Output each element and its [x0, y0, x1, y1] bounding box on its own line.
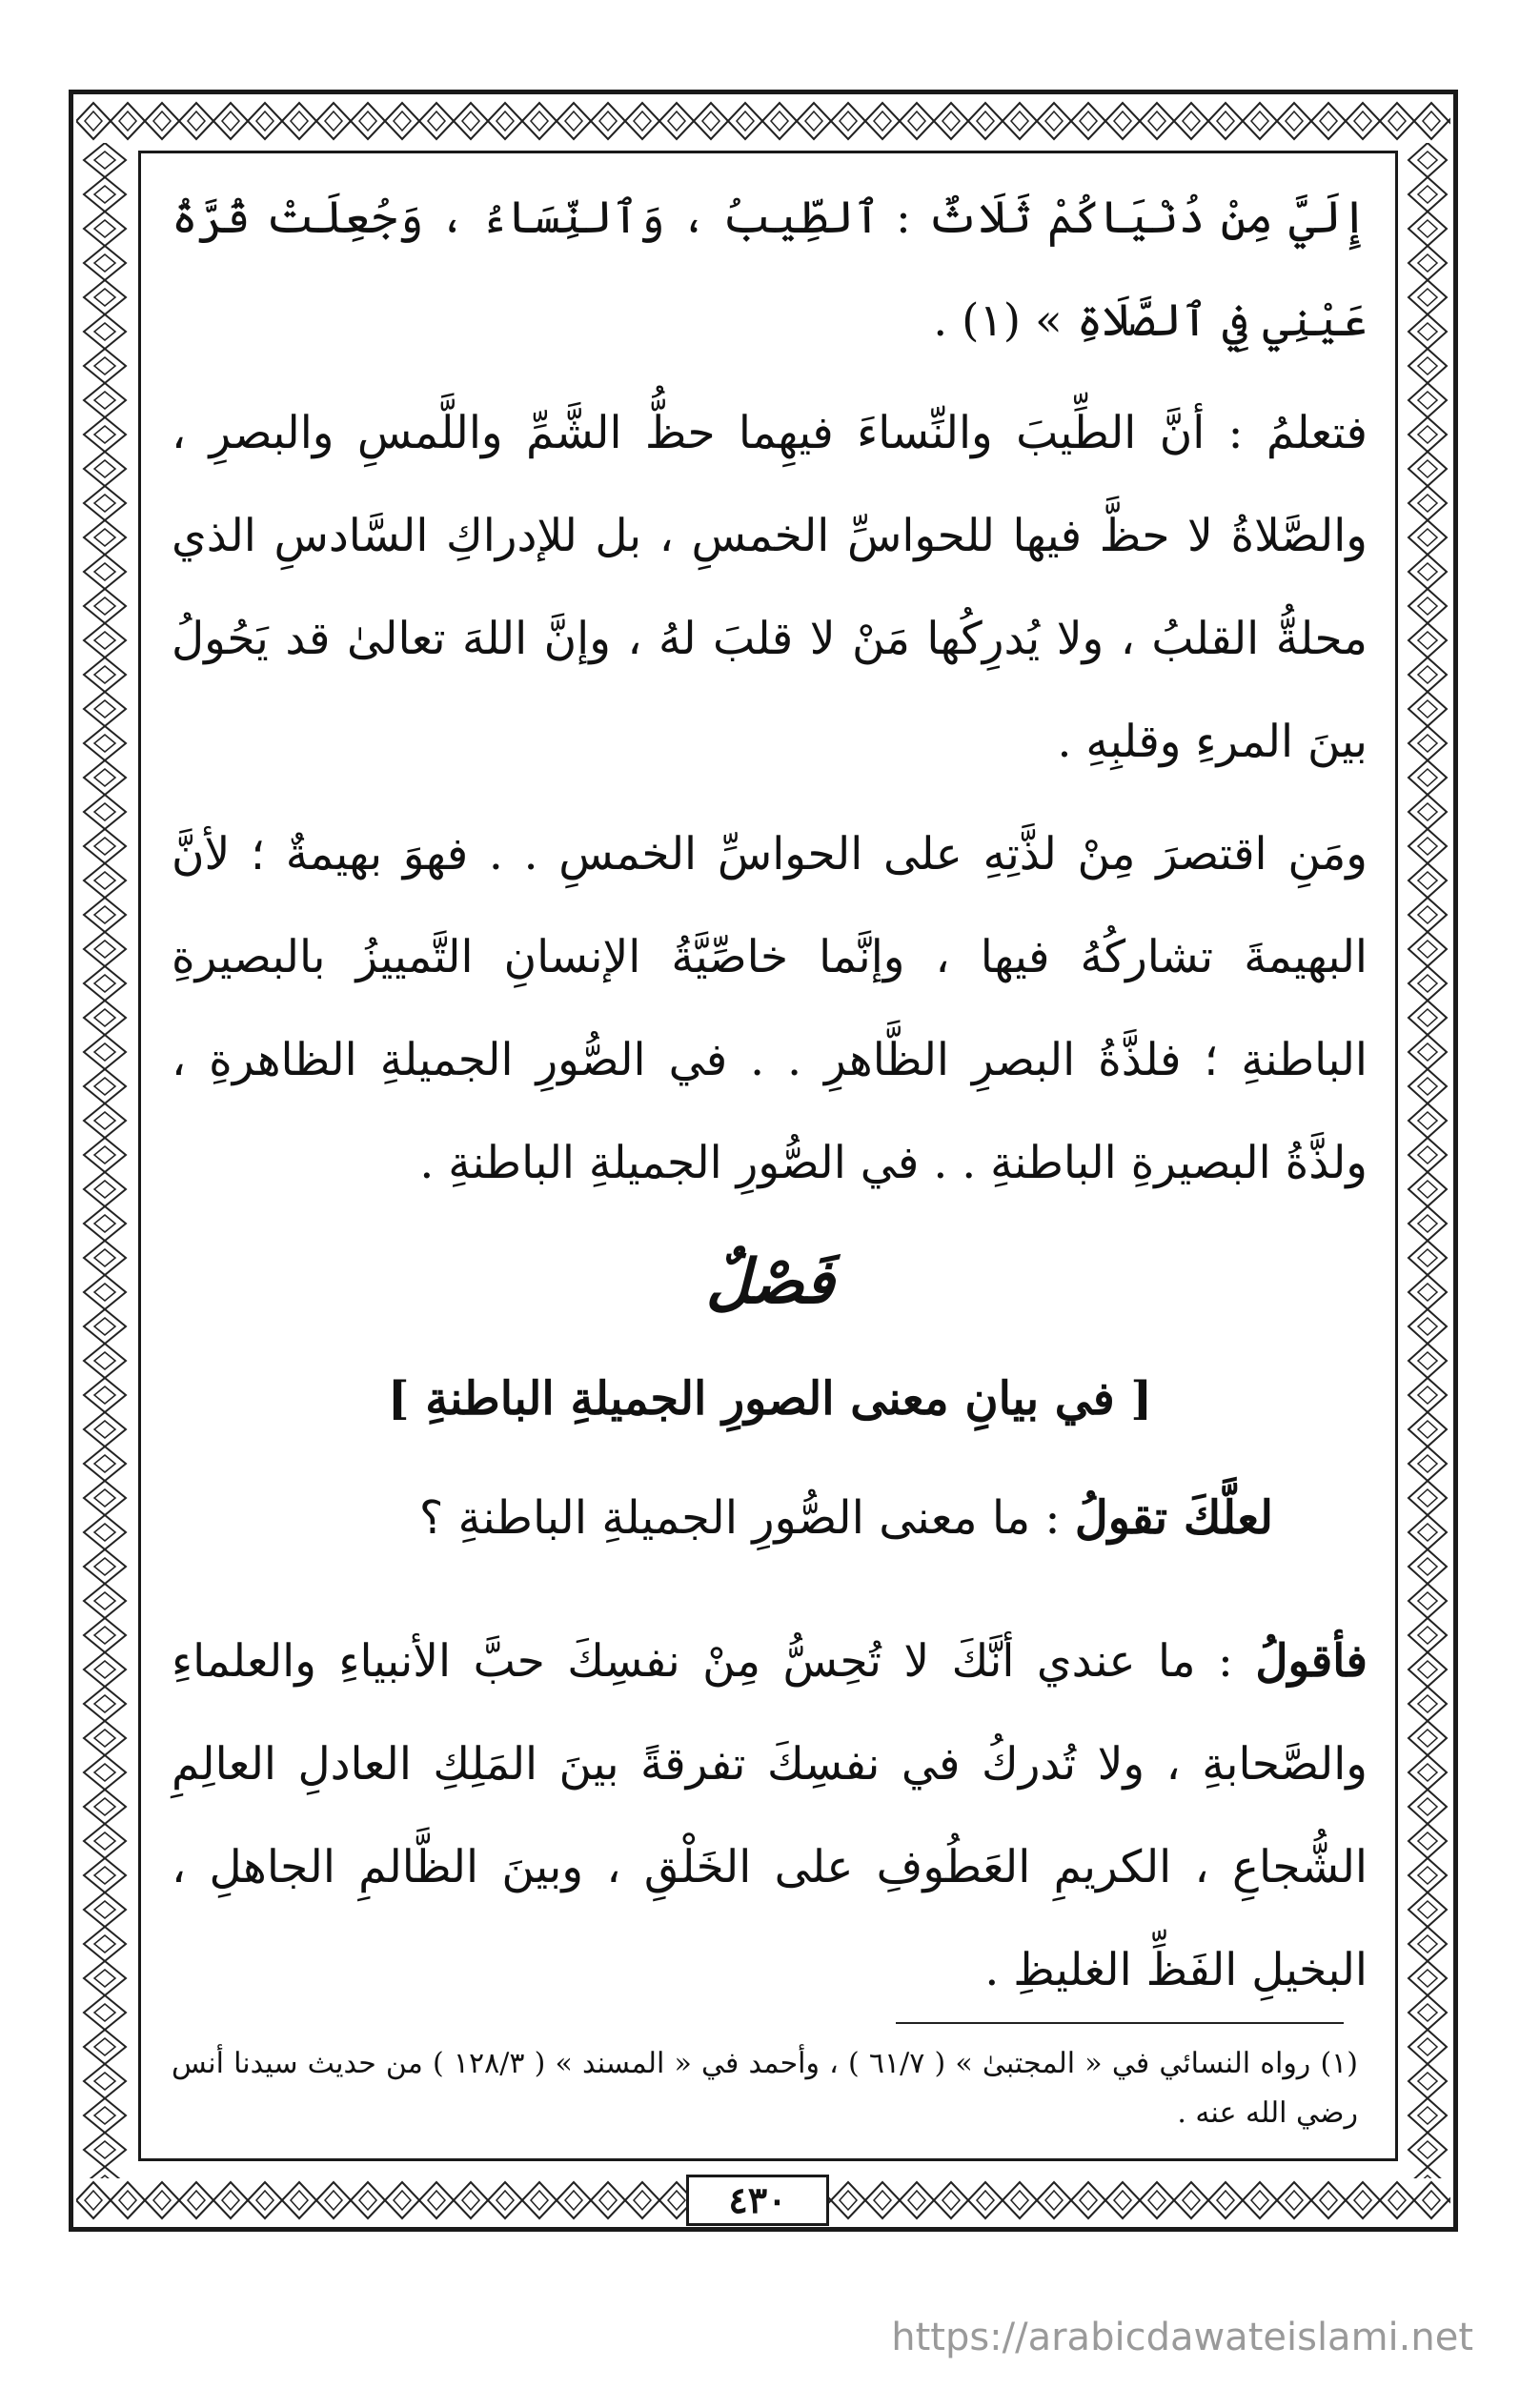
footnote: (١) رواه النسائي في « المجتبىٰ » ( ٦١/٧ ) ، وأحمد في « المسند » ( ١٢٨/٣ ) من حديث سيدنا أنس رضي الله عنه .	[172, 2047, 1358, 2130]
page-number: ٤٣٠	[686, 2175, 829, 2226]
answer-body: : ما عندي أنَّكَ لا تُحِسُّ مِنْ نفسِكَ حبَّ الأنبياءِ والعلماءِ والصَّحابةِ ، ولا تُدركُ في نفسِكَ تفرقةً بينَ المَلِكِ العادلِ العالِمِ الشُّجاعِ ، الكريمِ العَطُوفِ على الخَلْقِ ، وبينَ الظَّالمِ الجاهلِ ، البخيلِ الفَظِّ الغليظِ .	[172, 1635, 1368, 1996]
paragraph-3: ومَنِ اقتصرَ مِنْ لذَّتِهِ على الحواسِّ الخمسِ . . فهوَ بهيمةٌ ؛ لأنَّ البهيمةَ تشاركُهُ فيها ، وإنَّما خاصِّيَّةُ الإنسانِ التَّمييزُ بالبصيرةِ الباطنةِ ؛ فلذَّةُ البصرِ الظَّاهرِ . . في الصُّورِ الجميلةِ الظاهرةِ ، ولذَّةُ البصيرةِ الباطنةِ . . في الصُّورِ الجميلةِ الباطنةِ .	[172, 828, 1368, 1189]
section-heading: [ في بيانِ معنى الصورِ الجميلةِ الباطنةِ ]	[387, 1372, 1153, 1426]
question-line	[149, 1491, 1273, 1545]
watermark-url: https://arabicdawateislami.net	[891, 2316, 1473, 2359]
body-text	[172, 167, 1368, 1215]
footnote-divider	[896, 2022, 1344, 2024]
paragraph-1: إِلَيَّ مِنْ دُنْيَاكُمْ ثَلَاثٌ : ٱلطِّيبُ ، وَٱلنِّسَاءُ ، وَجُعِلَتْ قُرَّةُ عَيْنِي فِي ٱلصَّلَاةِ » (١) .	[172, 192, 1368, 347]
paragraph-2: فتعلمُ : أنَّ الطِّيبَ والنِّساءَ فيهِما حظُّ الشَّمِّ واللَّمسِ والبصرِ ، والصَّلاةُ لا حظَّ فيها للحواسِّ الخمسِ ، بل للإدراكِ السَّادسِ الذي محلةُّ القلبُ ، ولا يُدرِكُها مَنْ لا قلبَ لهُ ، وإنَّ اللهَ تعالىٰ قد يَحُولُ بينَ المرءِ وقلبِهِ .	[172, 407, 1368, 768]
answer-lead: فأقولُ	[1255, 1635, 1368, 1688]
answer-text	[172, 1610, 1368, 2022]
section-ornament-title: فَصْلٌ	[705, 1246, 835, 1318]
question-lead: لعلَّكَ تقولُ	[1074, 1491, 1273, 1545]
question-text: : ما معنى الصُّورِ الجميلةِ الباطنةِ ؟	[418, 1491, 1075, 1545]
answer-paragraph	[172, 1610, 1368, 2022]
